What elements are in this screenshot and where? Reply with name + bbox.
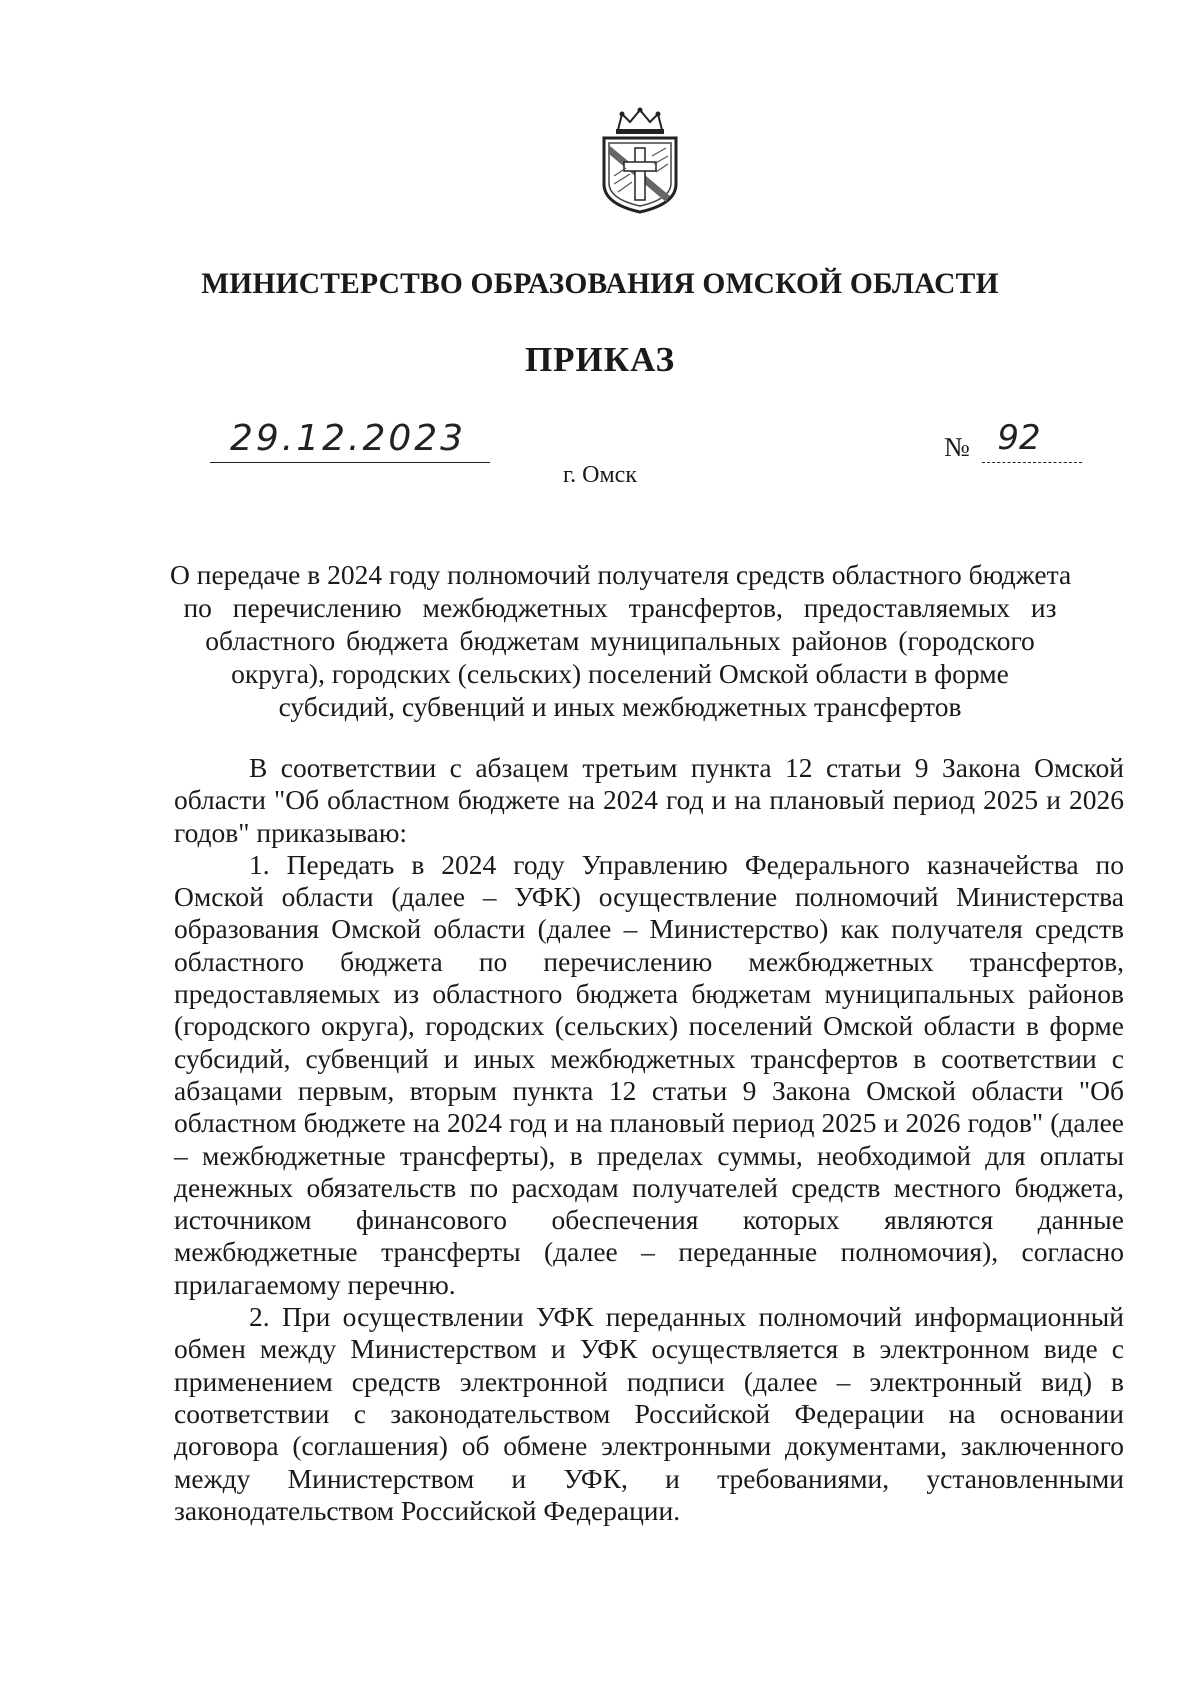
- order-date: 29.12.2023: [229, 418, 467, 459]
- subject-line: субсидий, субвенций и иных межбюджетных трансфертов: [278, 691, 962, 722]
- order-number: 92: [997, 418, 1041, 458]
- order-body: [174, 752, 1124, 1527]
- order-subject: [170, 558, 1070, 723]
- body-paragraph-item-2: 2. При осуществлении УФК переданных полномочий информационный обмен между Министерством и УФК осуществляется в электронном виде с применением средств электронной подписи (далее – электронный вид) в соответствии с законодательством Российской Федерации на основании договора (соглашения) об обмене электронными документами, заключенного между Министерством и УФК, и требованиями, установленными законодательством Российской Федерации.: [174, 1301, 1124, 1526]
- subject-line: округа), городских (сельских) поселений Омской области в форме: [231, 658, 1009, 689]
- subject-line: областного бюджета бюджетам муниципальных районов (городского: [205, 625, 1035, 656]
- document-type-title: ПРИКАЗ: [524, 340, 676, 379]
- body-paragraph-preamble: В соответствии с абзацем третьим пункта 12 статьи 9 Закона Омской области "Об областном бюджете на 2024 год и на плановый период 2025 и 2026 годов" приказываю:: [174, 752, 1124, 848]
- number-label: №: [944, 432, 970, 462]
- subject-line: по перечислению межбюджетных трансфертов, предоставляемых из: [183, 592, 1057, 623]
- body-paragraph-item-1: 1. Передать в 2024 году Управлению Федерального казначейства по Омской области (далее – УФК) осуществление полномочий Министерства образования Омской области (далее – Министерство) как получателя средств областного бюджета по перечислению межбюджетных трансфертов, предоставляемых из областного бюджета бюджетам муниципальных районов (городского округа), городских (сельских) поселений Омской области в форме субсидий, субвенций и иных межбюджетных трансфертов в соответствии с абзацами первым, вторым пункта 12 статьи 9 Закона Омской области "Об областном бюджете на 2024 год и на плановый период 2025 и 2026 годов" (далее – межбюджетные трансферты), в пределах суммы, необходимой для оплаты денежных обязательств по расходам получателей средств местного бюджета, источником финансового обеспечения которых являются данные межбюджетные трансферты (далее – переданные полномочия), согласно прилагаемому перечню.: [174, 848, 1124, 1300]
- city-label: г. Омск: [563, 462, 637, 488]
- ministry-title: МИНИСТЕРСТВО ОБРАЗОВАНИЯ ОМСКОЙ ОБЛАСТИ: [201, 268, 999, 300]
- coat-of-arms-icon: [596, 106, 684, 216]
- subject-line: О передаче в 2024 году полномочий получателя средств областного бюджета: [170, 559, 1072, 590]
